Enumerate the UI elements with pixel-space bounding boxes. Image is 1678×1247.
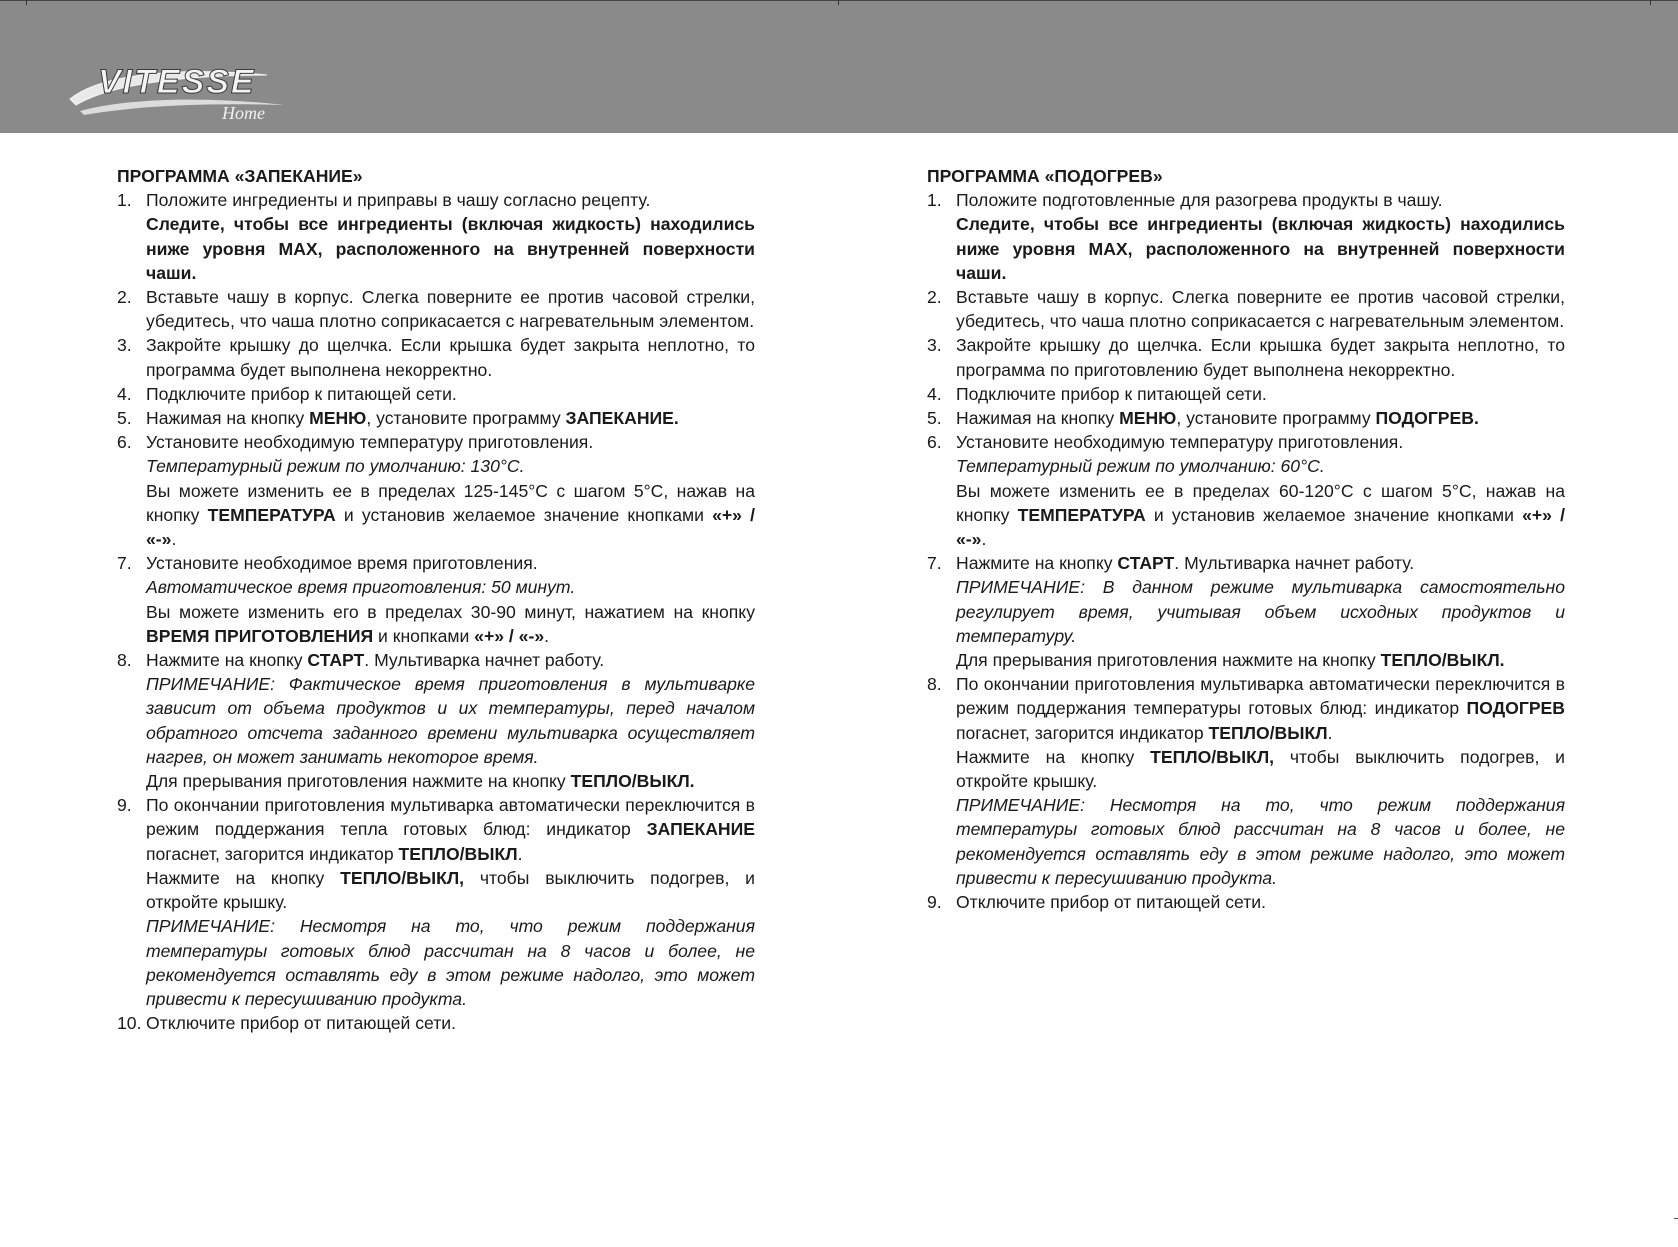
italic-note: Температурный режим по умолчанию: 130°С.: [146, 456, 525, 477]
step-number: 3.: [927, 335, 942, 356]
text-run: погаснет, загорится индикатор: [146, 843, 399, 864]
text-run: Установите необходимое время приготовления.: [146, 553, 538, 574]
step-number: 2.: [927, 287, 942, 308]
italic-note: Автоматическое время приготовления: 50 минут.: [146, 577, 576, 598]
section-title: ПРОГРАММА «ЗАПЕКАНИЕ»: [117, 166, 363, 186]
step-number: 4.: [117, 383, 132, 404]
crop-mark: [26, 0, 27, 5]
text-run: Вставьте чашу в корпус. Слегка поверните ее против часовой стрелки, убедитесь, что чаша плотно соприкасается с нагревательным элементом.: [956, 287, 1565, 332]
step-paragraph: [146, 866, 755, 914]
step-number: 2.: [117, 287, 132, 308]
step-number: 4.: [927, 383, 942, 404]
bold-text: ТЕПЛО/ВЫКЛ,: [340, 867, 465, 888]
text-run: , установите программу: [1176, 408, 1376, 429]
step-number: 8.: [927, 674, 942, 695]
step-paragraph: [956, 793, 1565, 890]
step-number: 9.: [117, 795, 132, 816]
step-item: [927, 285, 1565, 333]
bold-text: МЕНЮ: [309, 408, 367, 429]
step-paragraph: [146, 914, 755, 1011]
step-item: [117, 333, 755, 381]
step-number: 1.: [117, 190, 132, 211]
step-number: 6.: [927, 432, 942, 453]
step-paragraph: [956, 382, 1565, 406]
step-paragraph: [146, 575, 755, 599]
step-paragraph: [956, 745, 1565, 793]
text-run: Для прерывания приготовления нажмите на кнопку: [146, 771, 571, 792]
bold-text: ВРЕМЯ ПРИГОТОВЛЕНИЯ: [146, 625, 374, 646]
bold-text: Следите, чтобы все ингредиенты (включая жидкость) находились ниже уровня MAX, расположенного на внутренней поверхности чаши.: [956, 214, 1565, 283]
bold-text: ТЕПЛО/ВЫКЛ,: [1150, 746, 1275, 767]
text-run: Вы можете изменить ее в пределах 125-145°С с шагом 5°С, нажав на кнопку: [146, 480, 755, 525]
text-run: Положите ингредиенты и приправы в чашу согласно рецепту.: [146, 190, 651, 211]
step-number: 7.: [117, 553, 132, 574]
step-paragraph: [956, 672, 1565, 745]
step-item: [117, 648, 755, 793]
step-number: 6.: [117, 432, 132, 453]
program-zapekanie-section: [117, 164, 755, 1035]
bold-text: «+» / «-»: [956, 504, 1565, 550]
text-run: . Мультиварка начнет работу.: [364, 650, 605, 671]
text-run: . Мультиварка начнет работу.: [1174, 553, 1415, 574]
step-item: [927, 430, 1565, 551]
step-paragraph: [956, 648, 1565, 672]
top-border-line: [0, 0, 1678, 1]
step-paragraph: [146, 648, 755, 672]
section-title: ПРОГРАММА «ПОДОГРЕВ»: [927, 166, 1163, 186]
bold-text: СТАРТ: [307, 650, 365, 671]
text-run: Нажмите на кнопку: [956, 553, 1118, 574]
step-paragraph: [956, 479, 1565, 552]
step-paragraph: [146, 188, 755, 212]
text-run: Нажмите на кнопку: [956, 746, 1151, 767]
step-item: [117, 793, 755, 1011]
step-paragraph: [956, 551, 1565, 575]
text-run: Подключите прибор к питающей сети.: [956, 383, 1267, 404]
step-paragraph: [146, 333, 755, 381]
logo-wordmark: VITESSE: [98, 63, 256, 101]
text-run: Подключите прибор к питающей сети.: [146, 383, 457, 404]
step-paragraph: [146, 212, 755, 285]
step-number: 3.: [117, 335, 132, 356]
step-item: [927, 551, 1565, 672]
step-paragraph: [146, 672, 755, 769]
step-paragraph: [146, 406, 755, 430]
step-item: [927, 406, 1565, 430]
text-run: Для прерывания приготовления нажмите на кнопку: [956, 650, 1381, 671]
step-number: 10.: [117, 1013, 142, 1034]
step-paragraph: [956, 575, 1565, 648]
step-paragraph: [146, 382, 755, 406]
bold-text: ТЕПЛО/ВЫКЛ.: [570, 771, 695, 792]
page-header-band: [0, 0, 1678, 133]
italic-note: ПРИМЕЧАНИЕ: Несмотря на то, что режим поддержания температуры готовых блюд рассчитан на 8 часов и более, не рекомендуется оставлять еду в этом режиме надолго, это может привести к пересушиванию продукта.: [146, 916, 755, 1009]
program-podogrev-section: [927, 164, 1565, 914]
bold-text: ТЕМПЕРАТУРА: [207, 504, 336, 525]
text-run: Вставьте чашу в корпус. Слегка поверните ее против часовой стрелки, убедитесь, что чаша плотно соприкасается с нагревательным элементом.: [146, 287, 755, 332]
text-run: Отключите прибор от питающей сети.: [146, 1013, 457, 1034]
text-run: погаснет, загорится индикатор: [956, 722, 1209, 743]
text-run: Вы можете изменить его в пределах 30-90 минут, нажатием на кнопку: [146, 601, 755, 622]
steps-list: [927, 188, 1565, 914]
bold-text: ТЕПЛО/ВЫКЛ: [398, 843, 518, 864]
step-item: [927, 382, 1565, 406]
text-run: .: [171, 529, 177, 550]
text-run: и кнопками: [373, 625, 475, 646]
step-paragraph: [956, 454, 1565, 478]
bold-text: ТЕМПЕРАТУРА: [1017, 504, 1146, 525]
step-item: [117, 285, 755, 333]
step-item: [117, 430, 755, 551]
step-paragraph: [956, 188, 1565, 212]
step-paragraph: [956, 406, 1565, 430]
step-number: 8.: [117, 650, 132, 671]
step-number: 9.: [927, 892, 942, 913]
step-paragraph: [146, 1011, 755, 1035]
bold-text: Следите, чтобы все ингредиенты (включая жидкость) находились ниже уровня MAX, расположенного на внутренней поверхности чаши.: [146, 214, 755, 283]
text-run: Нажимая на кнопку: [956, 408, 1120, 429]
text-run: По окончании приготовления мультиварка автоматически переключится в режим поддержания температуры готовых блюд: индикатор: [956, 674, 1565, 719]
step-paragraph: [956, 212, 1565, 285]
italic-note: ПРИМЕЧАНИЕ: Фактическое время приготовления в мультиварке зависит от объема продуктов и их температуры, перед началом обратного отсчета заданного времени мультиварка осуществляет нагрев, он может занимать некоторое время.: [146, 674, 755, 767]
text-run: .: [1327, 722, 1333, 743]
text-run: .: [981, 529, 987, 550]
step-item: [117, 551, 755, 648]
step-paragraph: [146, 285, 755, 333]
text-run: Установите необходимую температуру приготовления.: [146, 432, 594, 453]
bold-text: ПОДОГРЕВ.: [1375, 408, 1479, 429]
crop-mark: [1674, 1218, 1678, 1219]
step-item: [117, 1011, 755, 1035]
text-run: и установив желаемое значение кнопками: [335, 504, 713, 525]
step-item: [927, 333, 1565, 381]
bold-text: ПОДОГРЕВ: [1466, 698, 1565, 719]
step-item: [927, 672, 1565, 890]
step-item: [927, 890, 1565, 914]
step-number: 5.: [927, 408, 942, 429]
step-item: [117, 382, 755, 406]
vitesse-logo: [62, 53, 302, 125]
bold-text: ЗАПЕКАНИЕ: [646, 819, 755, 840]
step-paragraph: [146, 600, 755, 648]
text-run: Вы можете изменить ее в пределах 60-120°С с шагом 5°С, нажав на кнопку: [956, 480, 1565, 525]
step-item: [117, 406, 755, 430]
text-run: Нажмите на кнопку: [146, 867, 341, 888]
text-run: чтобы выключить подогрев, и откройте крышку.: [146, 867, 755, 913]
bold-text: «+» / «-»: [474, 625, 545, 646]
step-paragraph: [146, 551, 755, 575]
step-paragraph: [146, 479, 755, 552]
bold-text: ТЕПЛО/ВЫКЛ: [1208, 722, 1328, 743]
text-run: Закройте крышку до щелчка. Если крышка будет закрыта неплотно, то программа будет выполнена некорректно.: [146, 335, 755, 380]
steps-list: [117, 188, 755, 1035]
step-paragraph: [146, 454, 755, 478]
text-run: Установите необходимую температуру приготовления.: [956, 432, 1404, 453]
italic-note: Температурный режим по умолчанию: 60°С.: [956, 456, 1325, 477]
text-run: .: [544, 625, 549, 646]
text-run: Положите подготовленные для разогрева продукты в чашу.: [956, 190, 1443, 211]
italic-note: ПРИМЕЧАНИЕ: В данном режиме мультиварка самостоятельно регулирует время, учитывая объем исходных продуктов и температуру.: [956, 577, 1565, 646]
step-paragraph: [146, 793, 755, 866]
step-paragraph: [956, 285, 1565, 333]
step-paragraph: [956, 430, 1565, 454]
bold-text: «+» / «-»: [146, 504, 755, 550]
step-item: [117, 188, 755, 285]
italic-note: ПРИМЕЧАНИЕ: Несмотря на то, что режим поддержания температуры готовых блюд рассчитан на 8 часов и более, не рекомендуется оставлять еду в этом режиме надолго, это может привести к пересушиванию продукта.: [956, 795, 1565, 888]
text-run: , установите программу: [366, 408, 566, 429]
step-paragraph: [146, 769, 755, 793]
text-run: и установив желаемое значение кнопками: [1145, 504, 1523, 525]
bold-text: ЗАПЕКАНИЕ.: [565, 408, 679, 429]
text-run: Отключите прибор от питающей сети.: [956, 892, 1267, 913]
crop-mark: [838, 0, 839, 5]
step-paragraph: [146, 430, 755, 454]
logo-subtitle: Home: [222, 103, 265, 123]
crop-mark: [1650, 0, 1651, 5]
step-paragraph: [956, 890, 1565, 914]
step-paragraph: [956, 333, 1565, 381]
bold-text: СТАРТ: [1117, 553, 1175, 574]
text-run: .: [517, 843, 523, 864]
text-run: По окончании приготовления мультиварка автоматически переключится в режим поддержания тепла готовых блюд: индикатор: [146, 795, 755, 840]
step-item: [927, 188, 1565, 285]
bold-text: МЕНЮ: [1119, 408, 1177, 429]
step-number: 5.: [117, 408, 132, 429]
text-run: чтобы выключить подогрев, и откройте крышку.: [956, 746, 1565, 792]
text-run: Нажмите на кнопку: [146, 650, 308, 671]
step-number: 7.: [927, 553, 942, 574]
step-number: 1.: [927, 190, 942, 211]
text-run: Закройте крышку до щелчка. Если крышка будет закрыта неплотно, то программа по приготовлению будет выполнена некорректно.: [956, 335, 1565, 380]
text-run: Нажимая на кнопку: [146, 408, 310, 429]
bold-text: ТЕПЛО/ВЫКЛ.: [1380, 650, 1505, 671]
